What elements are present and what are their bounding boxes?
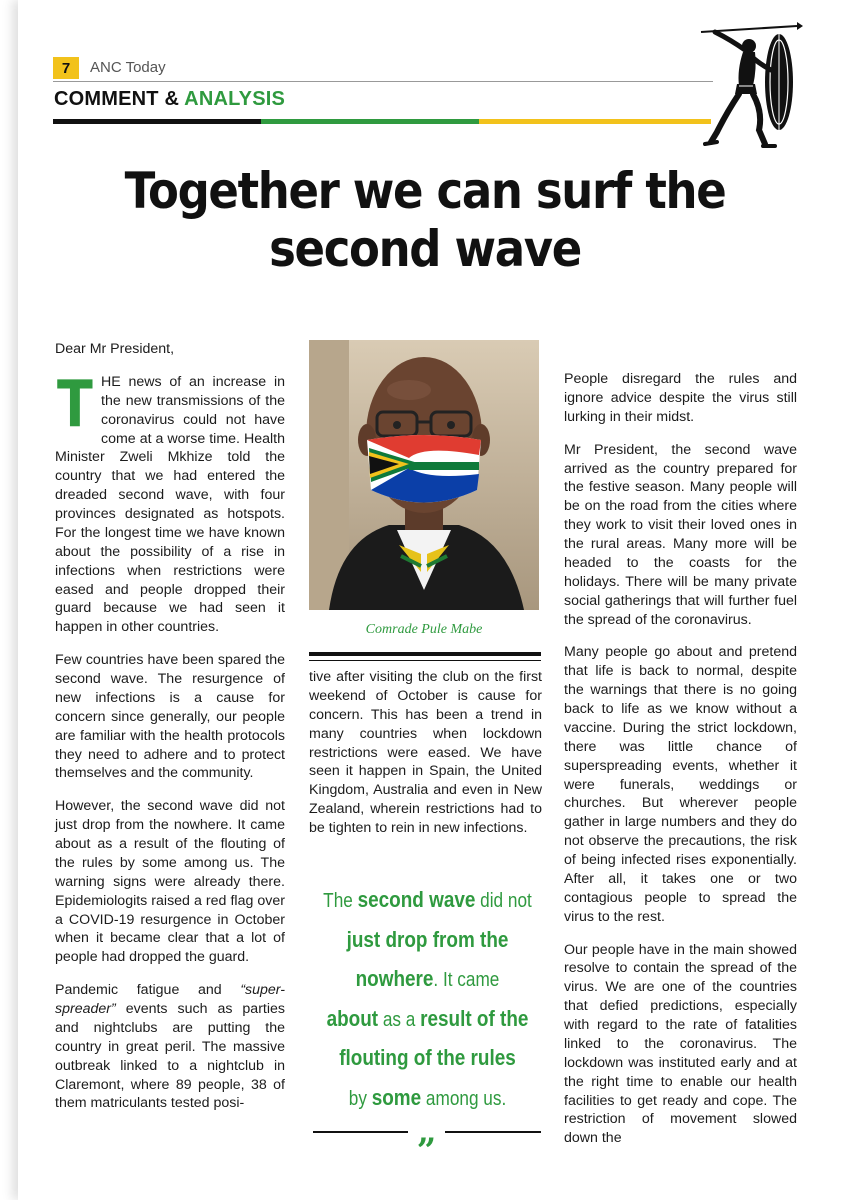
pull-quote-text: among us. [421, 1087, 507, 1110]
paragraph: However, the second wave did not just drop from the nowhere. It came about as a result of the flouting of the rules by some among us. The warning signs were already there. Epidemiologits raised a red flag over a COVID-19 resurgence in October when it became clear that a lot of people had dropped the guard. [55, 798, 285, 966]
header-divider [53, 81, 713, 82]
paragraph-text: HE news of an increase in the new transmissions of the coronavirus could not have come at a worse time. Health Minister Zweli Mkhize told the country that we had entered the dreaded second wave, with four provinces designated as hotspots. For the longest time we have known about the possibility of a rise in infections when restrictions were eased and people dropped their guard because we had seen it happen in other countries. [55, 373, 285, 636]
drop-cap: T [57, 367, 93, 442]
paragraph [55, 981, 285, 1113]
paragraph: Mr President, the second wave arrived as the country prepared for the festive season. Many people will be on the road from the cities where they work to visit their loved ones in the rural areas. Many more will be headed to the coasts for the holidays. There will be many private social gatherings that will further fuel the spread of the coronavirus. [564, 441, 797, 628]
color-bar-gold [479, 119, 711, 124]
pull-quote [322, 880, 533, 1118]
pull-quote-text: did not [475, 890, 532, 912]
paragraph: Few countries have been spared the second wave. The resurgence of new infections is a cause for concern since generally, our people are familiar with the health protocols they need to adhere and to protect themselves and the community. [55, 652, 285, 782]
paragraph: tive after visiting the club on the first weekend of October is cause for concern. This has been a trend in many countries when lockdown restrictions were eased. We have seen it happen in Spain, the United Kingdom, Australia and even in New Zealand, wherein restrictions had to be tighten to rein in new infections. [309, 669, 542, 836]
color-bar-green [261, 119, 479, 124]
paragraph-text: Pandemic fatigue and [55, 982, 241, 999]
section-title [54, 88, 285, 111]
article-column-2 [309, 668, 542, 852]
section-title-analysis: ANALYSIS [184, 88, 286, 110]
page-number: 7 [53, 57, 79, 79]
pull-quote-text: . It came [433, 969, 500, 992]
photo-caption: Comrade Pule Mabe [365, 622, 483, 637]
pull-quote-divider-left [313, 1131, 408, 1133]
pull-quote-bold: some [371, 1084, 422, 1110]
pull-quote-divider-right [445, 1131, 541, 1133]
pull-quote-bold: nowhere [355, 966, 434, 992]
pull-quote-line [322, 999, 533, 1039]
portrait-image [309, 340, 539, 610]
closing-quote-mark: „ [417, 1112, 437, 1152]
paragraph-emphasis: “super-spreader” [55, 982, 285, 1017]
pull-quote-bold: just drop from the [346, 926, 509, 952]
pull-quote-bold: flouting of the rules [339, 1045, 516, 1071]
pull-quote-line [322, 1038, 533, 1078]
paragraph: Many people go about and pretend that life is back to normal, despite the warnings that there is no going back to life as we know without a vaccine. During the strict lockdown, there was little chance of superspreading events, whether it were funerals, weddings or churches. But wherever people gather in large numbers and they do not observe the precautions, the risk of being infected rises exponentially. After all, it takes one or two contagious people to spread the virus to the rest. [564, 644, 797, 925]
paragraph-text: events such as parties and nightclubs are putting the country in great peril. The massive outbreak linked to a nightclub in Claremont, where 89 people, 38 of them matriculants tested posi- [55, 1001, 285, 1112]
article-headline: Together we can surf the second wave [124, 162, 726, 278]
section-title-amp: & [164, 88, 180, 110]
pull-quote-text: by [348, 1087, 372, 1110]
caption-divider [309, 652, 541, 656]
salutation: Dear Mr President, [55, 341, 175, 357]
pull-quote-text: as a [378, 1008, 421, 1031]
pull-quote-line [322, 920, 533, 960]
pull-quote-bold: result of the [420, 1005, 529, 1031]
publication-name: ANC Today [90, 59, 166, 76]
pull-quote-bold: about [326, 1005, 379, 1031]
caption-divider-thin [309, 660, 541, 661]
article-column-1 [55, 340, 285, 1127]
paragraph: People disregard the rules and ignore advice despite the virus still lurking in their midst. [564, 371, 797, 425]
pull-quote-text: The [323, 890, 358, 912]
pull-quote-line [322, 880, 533, 920]
section-title-comment: COMMENT [54, 88, 159, 110]
warrior-with-spear-and-shield-icon [693, 20, 803, 150]
paragraph [55, 367, 285, 637]
pull-quote-line [322, 959, 533, 999]
article-column-3 [564, 370, 797, 1162]
color-bar-black [53, 119, 261, 124]
paragraph: Our people have in the main showed resolve to contain the spread of the virus. We are one of the countries that defied predictions, especially with regard to the rate of fatalities linked to the coronavirus. The lockdown was instituted early and at the right time to enable our health facilities to get ready and cope. The restriction of movement slowed down the [564, 941, 797, 1147]
author-photo [309, 340, 539, 610]
pull-quote-bold: second wave [357, 887, 476, 912]
